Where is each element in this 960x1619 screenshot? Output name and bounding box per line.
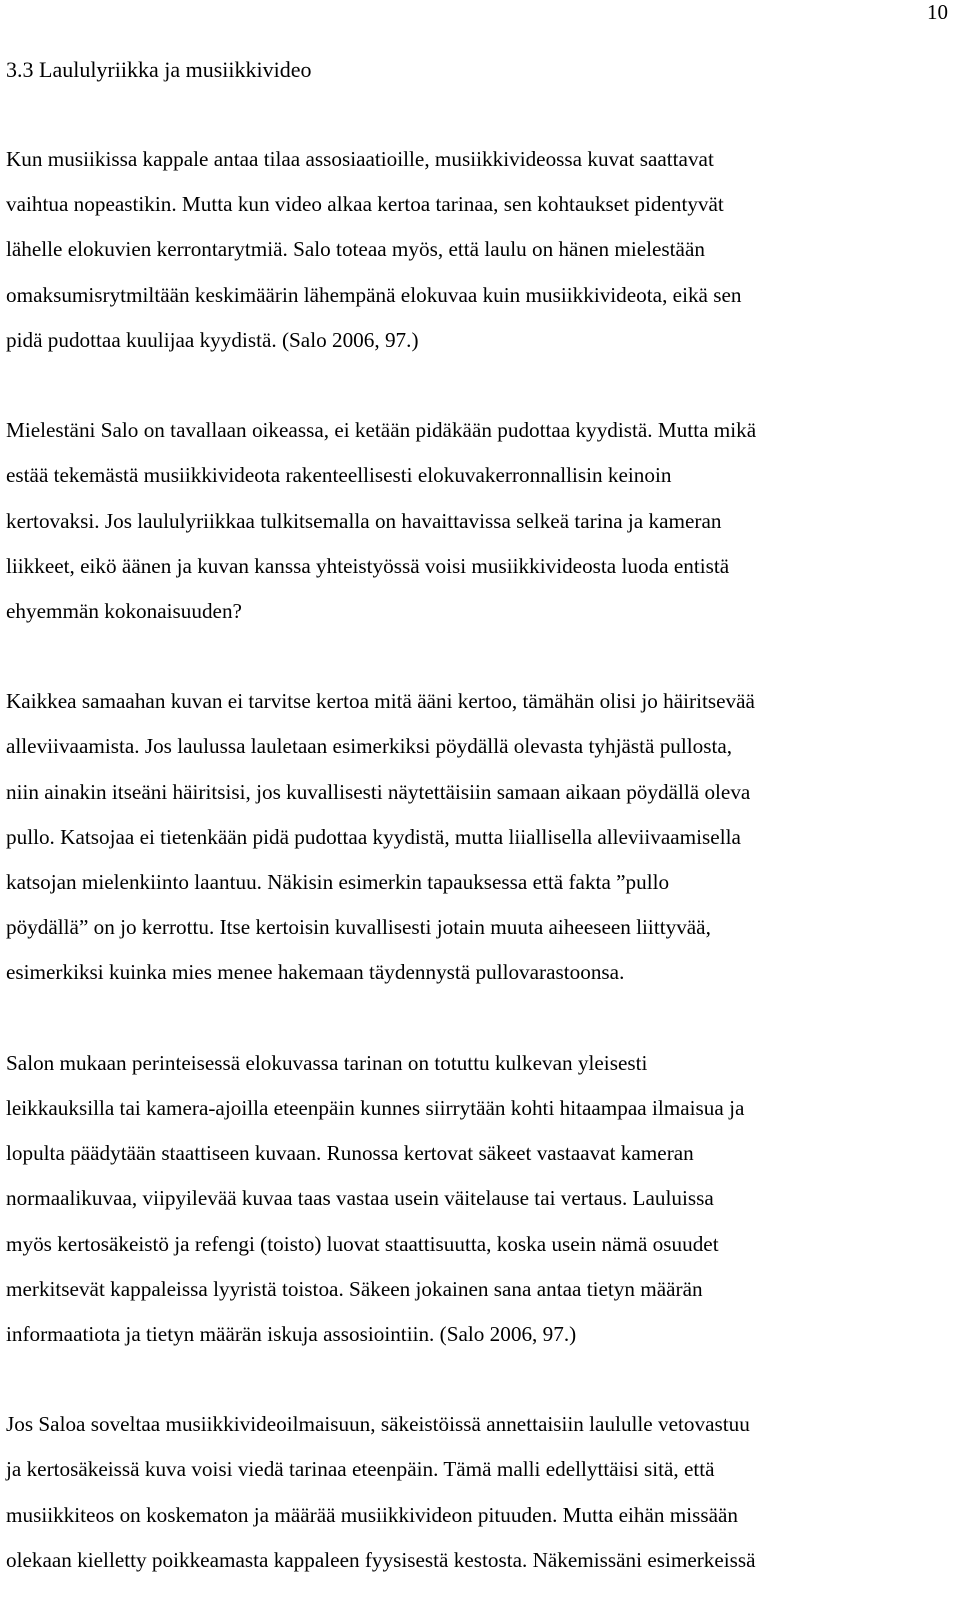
paragraph-gap xyxy=(6,996,936,1041)
text-line: liikkeet, eikö äänen ja kuvan kanssa yhteistyössä voisi musiikkivideosta luoda entistä xyxy=(6,553,730,578)
text-line: Mielestäni Salo on tavallaan oikeassa, ei ketään pidäkään pudottaa kyydistä. Mutta mikä xyxy=(6,418,757,443)
text-line: kertovaksi. Jos laululyriikkaa tulkitsemalla on havaittavissa selkeä tarina ja kameran xyxy=(6,508,722,533)
text-line: pidä pudottaa kuulijaa kyydistä. (Salo 2006, 97.) xyxy=(6,327,419,352)
paragraph-3 xyxy=(6,679,936,995)
text-line: myös kertosäkeistö ja refengi (toisto) luovat staattisuutta, koska usein nämä osuudet xyxy=(6,1231,719,1256)
paragraph-gap xyxy=(6,1357,936,1402)
paragraph-1 xyxy=(6,137,936,363)
text-line: normaalikuvaa, viipyilevää kuvaa taas vastaa usein väitelause tai vertaus. Lauluissa xyxy=(6,1186,714,1211)
text-line: olekaan kielletty poikkeamasta kappaleen fyysisestä kestosta. Näkemissäni esimerkeissä xyxy=(6,1547,756,1572)
text-line: omaksumisrytmiltään keskimäärin lähempänä elokuvaa kuin musiikkivideota, eikä sen xyxy=(6,282,742,307)
text-line: lopulta päädytään staattiseen kuvaan. Runossa kertovat säkeet vastaavat kameran xyxy=(6,1141,694,1166)
page-number: 10 xyxy=(927,0,948,24)
text-line: vaihtua nopeastikin. Mutta kun video alkaa kertoa tarinaa, sen kohtaukset pidentyvät xyxy=(6,192,724,217)
text-line: Jos Saloa soveltaa musiikkivideoilmaisuun, säkeistöissä annettaisiin laululle vetovastuu xyxy=(6,1412,750,1437)
text-line: alleviivaamista. Jos laulussa lauletaan esimerkiksi pöydällä olevasta tyhjästä pullosta, xyxy=(6,734,733,759)
text-line: pöydällä” on jo kerrottu. Itse kertoisin kuvallisesti jotain muuta aiheeseen liittyvää, xyxy=(6,915,711,940)
paragraph-gap xyxy=(6,363,936,408)
text-line: ehyemmän kokonaisuuden? xyxy=(6,598,242,623)
text-line: Kaikkea samaahan kuvan ei tarvitse kertoa mitä ääni kertoo, tämähän olisi jo häiritsevää xyxy=(6,689,755,714)
text-line: leikkauksilla tai kamera-ajoilla eteenpäin kunnes siirrytään kohti hitaampaa ilmaisua ja xyxy=(6,1095,745,1120)
paragraph-gap xyxy=(6,634,936,679)
text-line: lähelle elokuvien kerrontarytmiä. Salo toteaa myös, että laulu on hänen mielestään xyxy=(6,237,705,262)
text-line: merkitsevät kappaleissa lyyristä toistoa. Säkeen jokainen sana antaa tietyn määrän xyxy=(6,1276,703,1301)
text-line: katsojan mielenkiinto laantuu. Näkisin esimerkin tapauksessa että fakta ”pullo xyxy=(6,870,670,894)
text-line: informaatiota ja tietyn määrän iskuja assosiointiin. (Salo 2006, 97.) xyxy=(6,1321,577,1346)
text-line: ja kertosäkeissä kuva voisi viedä tarinaa eteenpäin. Tämä malli edellyttäisi sitä, että xyxy=(6,1457,715,1482)
text-line: Kun musiikissa kappale antaa tilaa assosiaatioille, musiikkivideossa kuvat saattavat xyxy=(6,147,714,171)
section-heading: 3.3 Laululyriikka ja musiikkivideo xyxy=(6,57,312,82)
text-line: esimerkiksi kuinka mies menee hakemaan täydennystä pullovarastoonsa. xyxy=(6,960,625,985)
paragraph-5 xyxy=(6,1402,936,1583)
text-line: pullo. Katsojaa ei tietenkään pidä pudottaa kyydistä, mutta liiallisella alleviivaamisella xyxy=(6,824,741,849)
paragraph-4 xyxy=(6,1041,936,1357)
text-line: niin ainakin itseäni häiritsisi, jos kuvallisesti näytettäisiin samaan aikaan pöydällä oleva xyxy=(6,779,751,804)
document-body xyxy=(6,137,936,1583)
text-line: Salon mukaan perinteisessä elokuvassa tarinan on totuttu kulkevan yleisesti xyxy=(6,1050,648,1075)
paragraph-2 xyxy=(6,408,936,634)
text-line: musiikkiteos on koskematon ja määrää musiikkivideon pituuden. Mutta eihän missään xyxy=(6,1502,739,1527)
text-line: estää tekemästä musiikkivideota rakenteellisesti elokuvakerronnallisin keinoin xyxy=(6,463,672,488)
